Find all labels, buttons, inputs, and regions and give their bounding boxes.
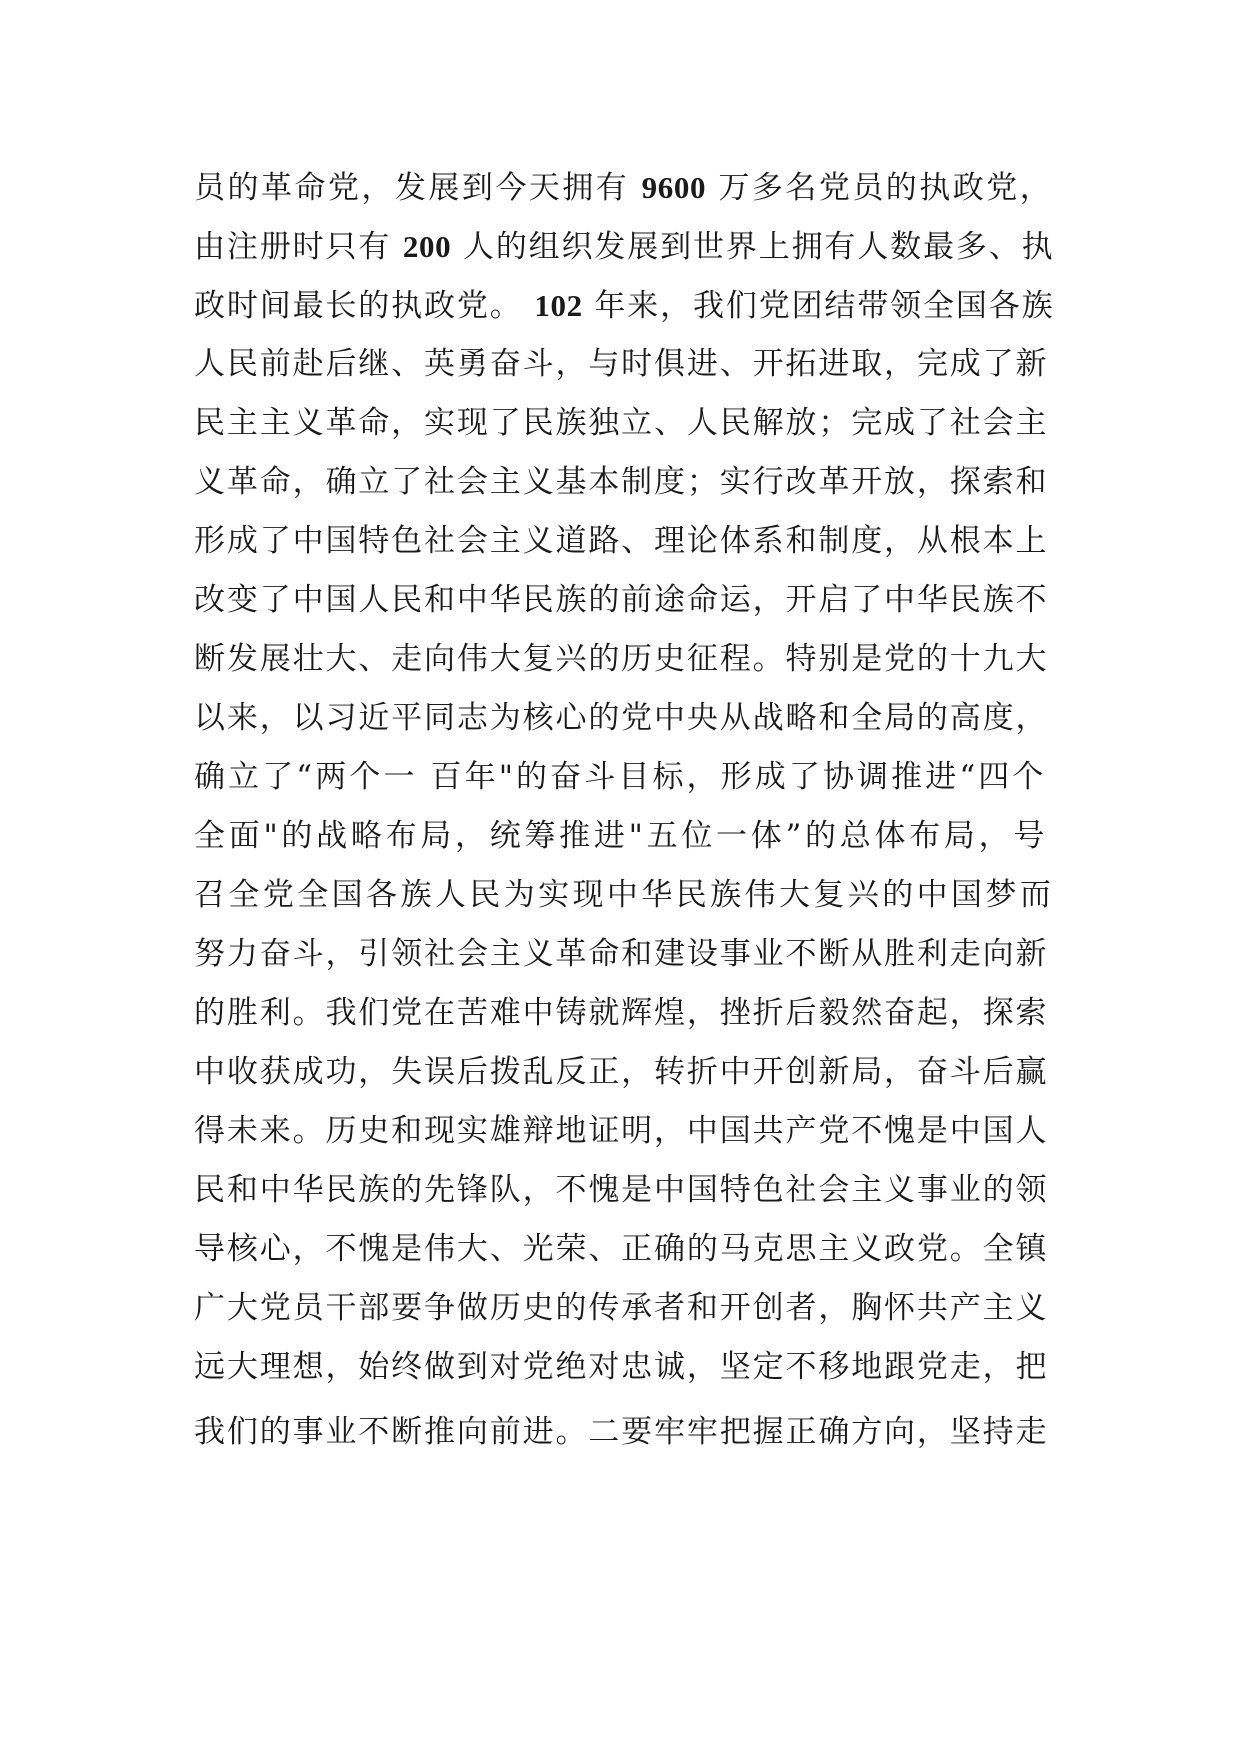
text-line [194, 866, 1054, 925]
text-line [194, 925, 1054, 984]
text-segment: 政时间最长的执政党。 [194, 288, 535, 324]
text-line [194, 394, 1054, 453]
number-text: 9600 [641, 170, 707, 205]
text-line [194, 1102, 1054, 1161]
text-segment: 得未来。历史和现实雄辩地证明，中国共产党不愧是中国人 [194, 1113, 1049, 1149]
number-text: 200 [402, 229, 452, 264]
text-segment: 人的组织发展到世界上拥有人数最多、执 [451, 229, 1054, 265]
text-segment: 员的革命党，发展到今天拥有 [194, 170, 642, 206]
text-line [194, 1220, 1054, 1279]
text-line [194, 748, 1054, 807]
number-text: 102 [534, 288, 583, 323]
text-segment: 义革命，确立了社会主义基本制度；实行改革开放，探索和 [194, 464, 1049, 500]
text-segment: 努力奋斗，引领社会主义革命和建设事业不断从胜利走向新 [194, 936, 1049, 972]
text-segment: 形成了中国特色社会主义道路、理论体系和制度，从根本上 [194, 523, 1049, 559]
text-segment: 断发展壮大、走向伟大复兴的历史征程。特别是党的十九大 [194, 641, 1049, 677]
text-segment: 改变了中国人民和中华民族的前途命运，开启了中华民族不 [194, 582, 1049, 618]
text-segment: 的胜利。我们党在苦难中铸就辉煌，挫折后毅然奋起，探索 [194, 995, 1049, 1031]
text-segment: 由注册时只有 [194, 229, 403, 265]
text-segment: 年来，我们党团结带领全国各族 [582, 288, 1054, 324]
text-segment: 全面"的战略布局，统筹推进"五位一体”的总体布局，号 [194, 818, 1049, 854]
text-segment: 中收获成功，失误后拨乱反正，转折中开创新局，奋斗后赢 [194, 1054, 1049, 1090]
text-line [194, 630, 1054, 689]
text-segment: 人民前赴后继、英勇奋斗，与时俱进、开拓进取，完成了新 [194, 346, 1049, 382]
text-line [194, 1403, 1054, 1462]
text-line [194, 571, 1054, 630]
text-segment: 远大理想，始终做到对党绝对忠诚，坚定不移地跟党走，把 [194, 1349, 1049, 1385]
text-segment: 导核心，不愧是伟大、光荣、正确的马克思主义政党。全镇 [194, 1231, 1049, 1267]
text-line [194, 158, 1054, 217]
text-segment: 民和中华民族的先锋队，不愧是中国特色社会主义事业的领 [194, 1172, 1049, 1208]
text-line [194, 1279, 1054, 1338]
text-segment: 我们的事业不断推向前进。二要牢牢把握正确方向，坚持走 [194, 1414, 1049, 1450]
text-segment: 以来，以习近平同志为核心的党中央从战略和全局的高度， [194, 700, 1049, 736]
text-line [194, 1338, 1054, 1397]
text-segment: 万多名党员的执政党， [706, 170, 1054, 206]
text-line [194, 512, 1054, 571]
text-line [194, 807, 1054, 866]
body-text [194, 158, 1054, 1462]
text-line [194, 1043, 1054, 1102]
text-line [194, 1161, 1054, 1220]
text-line [194, 453, 1054, 512]
text-line [194, 217, 1054, 276]
text-segment: 召全党全国各族人民为实现中华民族伟大复兴的中国梦而 [194, 877, 1054, 913]
text-line [194, 276, 1054, 335]
text-segment: 广大党员干部要争做历史的传承者和开创者，胸怀共产主义 [194, 1290, 1049, 1326]
text-line [194, 689, 1054, 748]
text-line [194, 335, 1054, 394]
text-line [194, 984, 1054, 1043]
text-segment: 民主主义革命，实现了民族独立、人民解放；完成了社会主 [194, 405, 1049, 441]
text-segment: 确立了“两个一 百年"的奋斗目标，形成了协调推进“四个 [194, 759, 1047, 795]
